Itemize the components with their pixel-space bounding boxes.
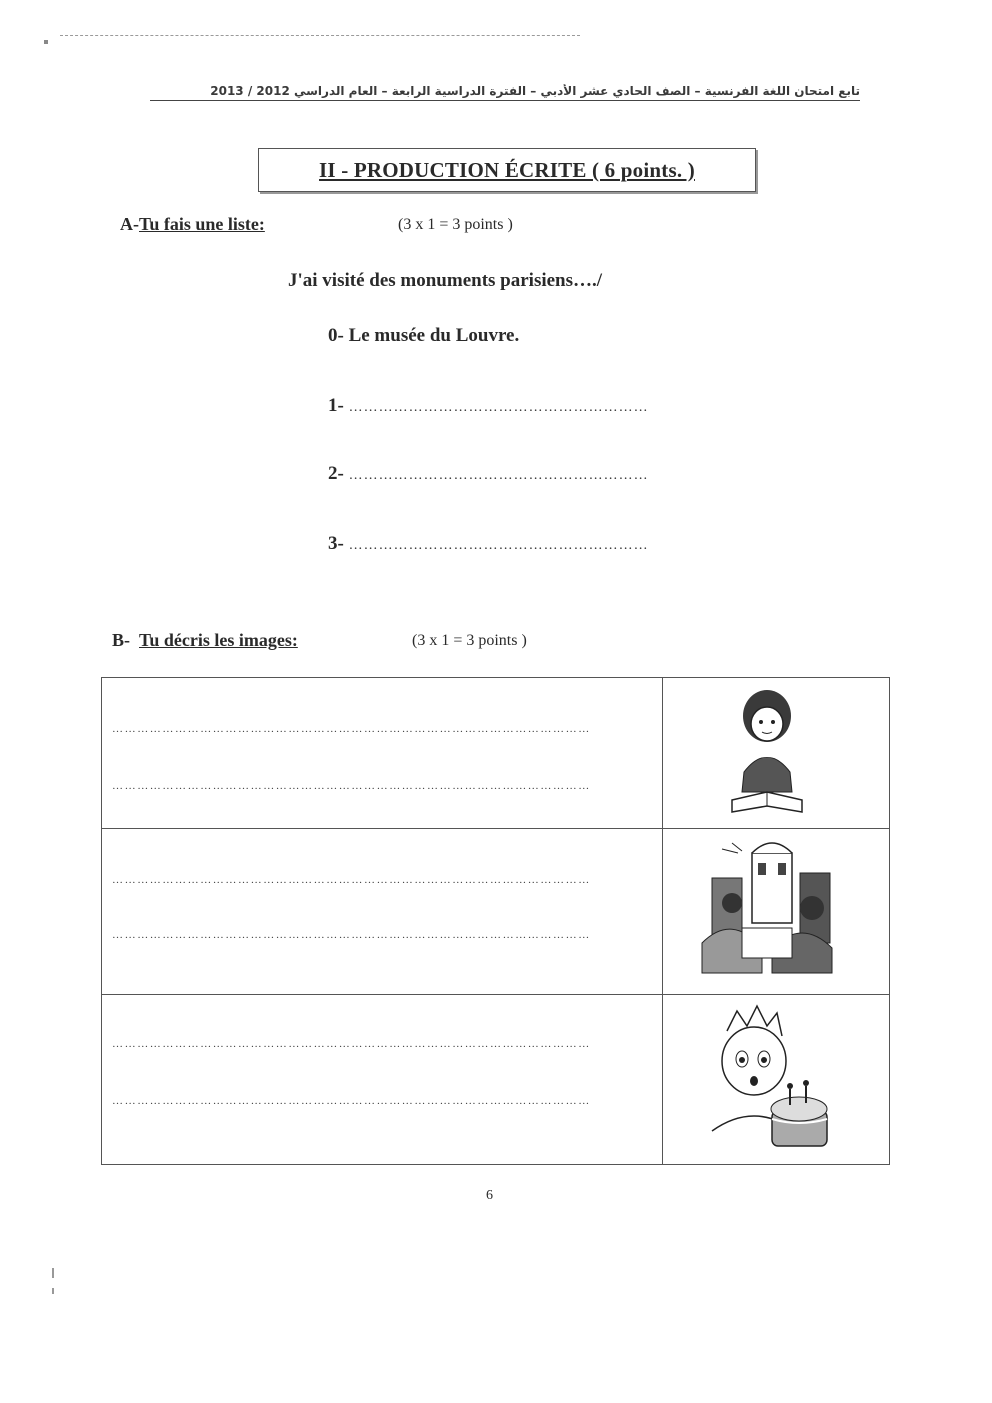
answer-line-1[interactable]: …………………………………………………… bbox=[348, 400, 649, 415]
description-line[interactable]: …………………………………………………………………………………………………… bbox=[112, 1038, 591, 1050]
description-line[interactable]: …………………………………………………………………………………………………… bbox=[112, 1095, 591, 1107]
page-number: 6 bbox=[486, 1188, 493, 1203]
part-b-title: Tu décris les images: bbox=[139, 630, 298, 650]
part-a-title: Tu fais une liste: bbox=[139, 214, 265, 234]
scan-artifact-dot bbox=[44, 40, 48, 44]
list-item-2: 2- …………………………………………………… bbox=[328, 463, 649, 484]
list-item-3: 3- …………………………………………………… bbox=[328, 533, 649, 554]
part-b-points: (3 x 1 = 3 points ) bbox=[412, 632, 527, 649]
scan-artifact-mark bbox=[52, 1268, 54, 1278]
table-row bbox=[102, 678, 889, 828]
exam-header: تابع امتحان اللغة الفرنسية – الصف الحادي عشر الأدبي – الفترة الدراسية الرابعة – العام الدراسي 2012 / 2013 bbox=[150, 84, 860, 101]
answer-line-2[interactable]: …………………………………………………… bbox=[348, 468, 649, 483]
part-a-points: (3 x 1 = 3 points ) bbox=[398, 216, 513, 233]
part-a-example: 0- Le musée du Louvre. bbox=[328, 325, 520, 346]
scan-artifact-mark bbox=[52, 1288, 54, 1294]
crowded-city-icon bbox=[692, 833, 842, 996]
description-line[interactable]: …………………………………………………………………………………………………… bbox=[112, 874, 591, 886]
table-row bbox=[102, 994, 889, 1165]
scan-artifact-line bbox=[60, 35, 580, 36]
description-line[interactable]: …………………………………………………………………………………………………… bbox=[112, 780, 591, 792]
girl-reading-icon bbox=[722, 682, 812, 827]
boy-with-cake-icon bbox=[702, 1001, 832, 1166]
section-title-box bbox=[258, 148, 756, 192]
part-b-label: B- Tu décris les images: bbox=[112, 630, 298, 650]
part-a-lead: J'ai visité des monuments parisiens…./ bbox=[288, 270, 603, 291]
list-item-1: 1- …………………………………………………… bbox=[328, 395, 649, 416]
section-title: II - PRODUCTION ÉCRITE ( 6 points. ) bbox=[319, 157, 695, 182]
description-table bbox=[101, 677, 890, 1165]
part-a-label: A-Tu fais une liste: bbox=[120, 214, 265, 234]
description-line[interactable]: …………………………………………………………………………………………………… bbox=[112, 723, 591, 735]
table-row bbox=[102, 828, 889, 995]
answer-line-3[interactable]: …………………………………………………… bbox=[348, 538, 649, 553]
description-line[interactable]: …………………………………………………………………………………………………… bbox=[112, 929, 591, 941]
